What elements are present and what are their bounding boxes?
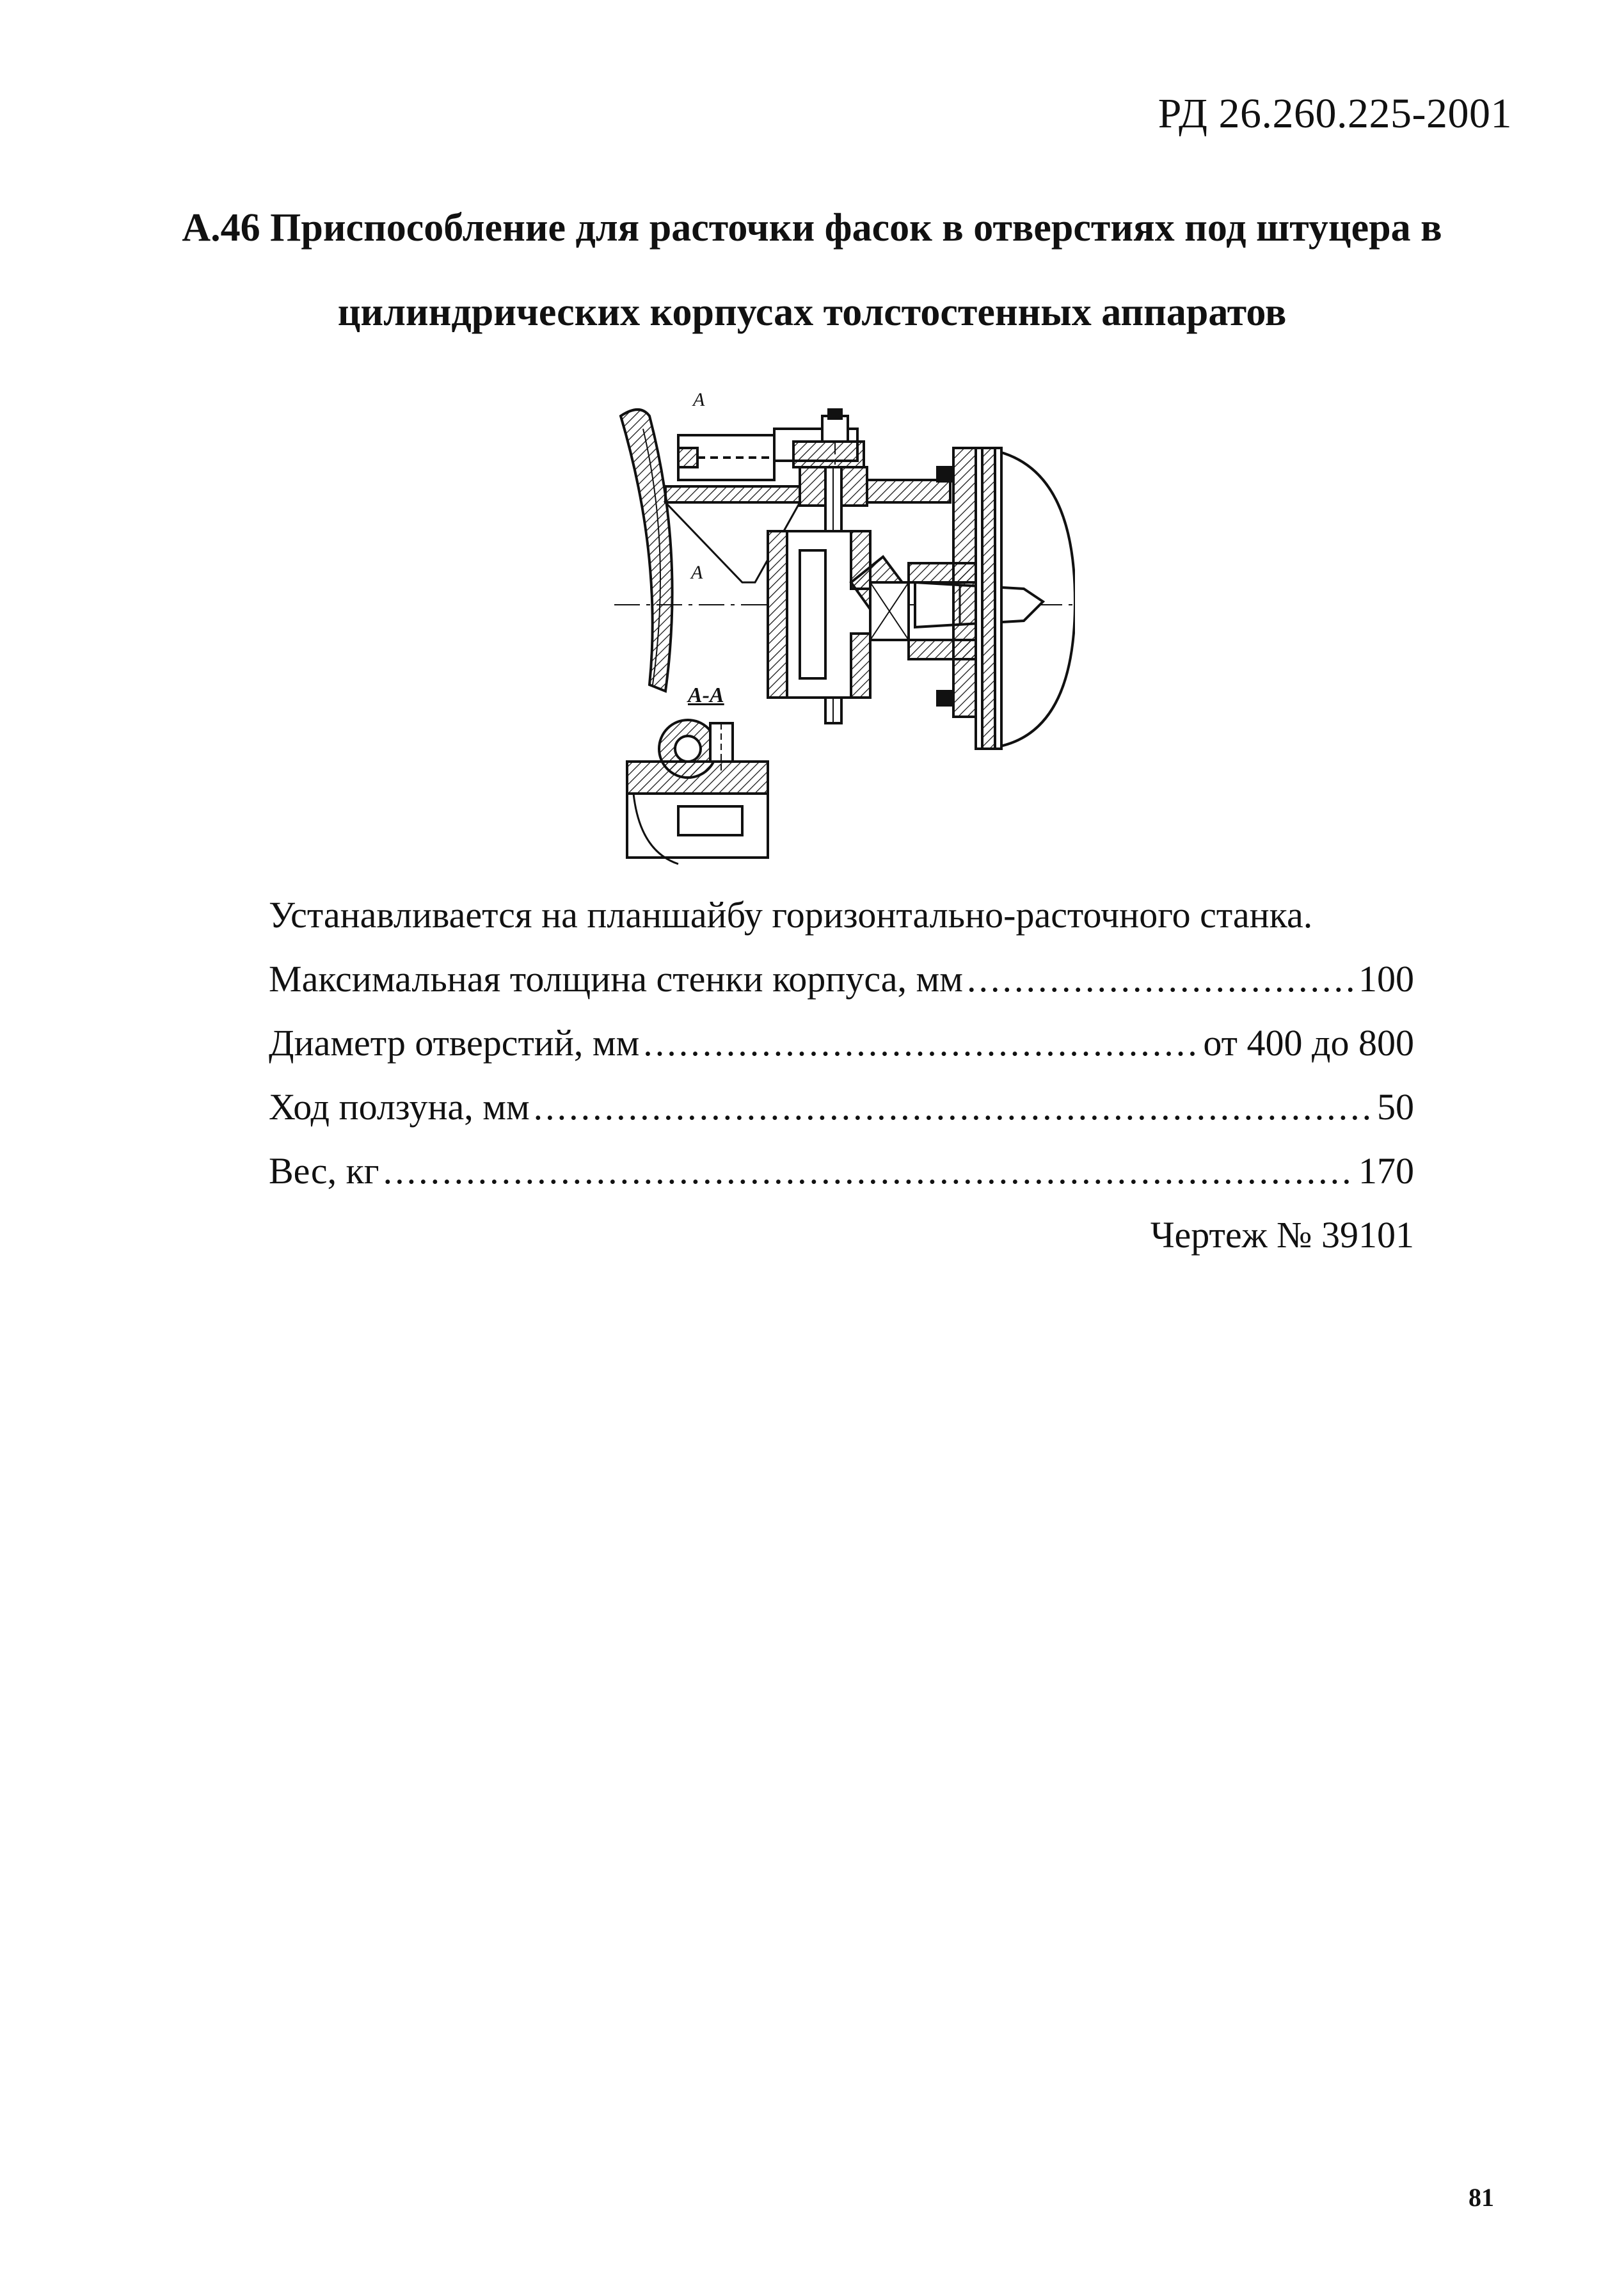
spec-row bbox=[269, 1139, 1414, 1203]
spec-label: Ход ползуна, мм bbox=[269, 1086, 530, 1128]
spec-row bbox=[269, 1075, 1414, 1139]
spec-value: 50 bbox=[1377, 1086, 1414, 1128]
spec-value: от 400 до 800 bbox=[1203, 1022, 1414, 1064]
leader-dots bbox=[534, 1075, 1373, 1139]
page-number: 81 bbox=[1469, 2183, 1494, 2212]
technical-drawing bbox=[614, 390, 1075, 870]
cut-label-top: А bbox=[693, 389, 705, 410]
intro-text: Устанавливается на планшайбу горизонтально-расточного станка. bbox=[269, 894, 1313, 936]
leader-dots bbox=[383, 1139, 1355, 1203]
specifications bbox=[269, 883, 1414, 1267]
drawing-number: Чертеж № 39101 bbox=[1150, 1214, 1414, 1256]
leader-dots bbox=[643, 1011, 1199, 1075]
spec-label: Диаметр отверстий, мм bbox=[269, 1022, 640, 1064]
section-label-a-a: А-А bbox=[688, 683, 724, 707]
spec-label: Вес, кг bbox=[269, 1150, 379, 1192]
spec-row bbox=[269, 1011, 1414, 1075]
title-line-2: цилиндрических корпусах толстостенных аппаратов bbox=[337, 291, 1287, 334]
document-code: РД 26.260.225-2001 bbox=[1158, 90, 1512, 137]
spec-label: Максимальная толщина стенки корпуса, мм bbox=[269, 958, 963, 1000]
section-title bbox=[0, 186, 1624, 355]
leader-dots bbox=[967, 947, 1355, 1011]
spec-value: 170 bbox=[1358, 1150, 1414, 1192]
spec-row bbox=[269, 947, 1414, 1011]
cut-label-bottom: А bbox=[691, 562, 703, 583]
title-line-1: А.46 Приспособление для расточки фасок в отверстиях под штуцера в bbox=[182, 206, 1442, 250]
spec-value: 100 bbox=[1358, 958, 1414, 1000]
